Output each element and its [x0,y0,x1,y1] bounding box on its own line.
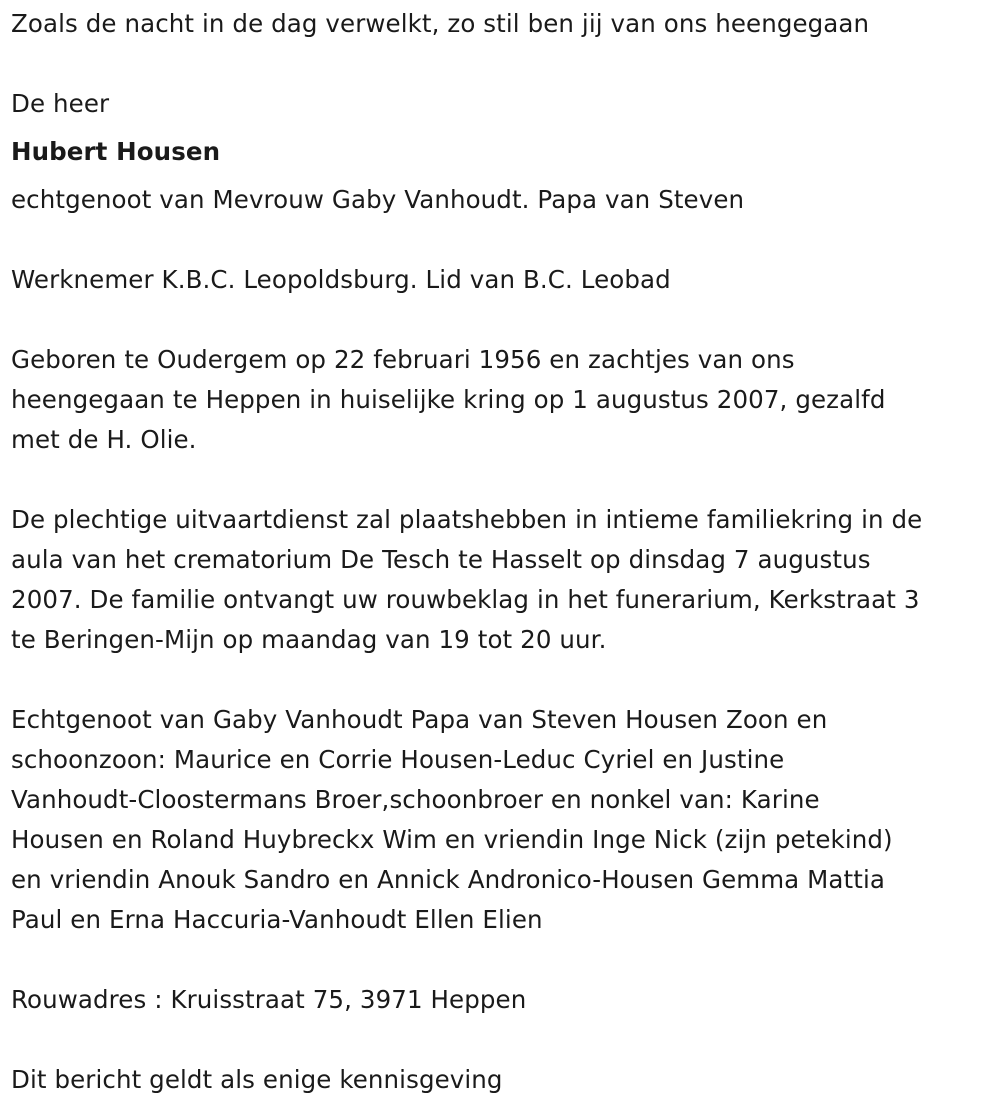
salutation: De heer [11,89,110,118]
service-paragraph [11,500,995,660]
motto: Zoals de nacht in de dag verwelkt, zo stil ben jij van ons heengegaan [11,9,870,38]
obituary-notice [11,4,995,1100]
family-line: Echtgenoot van Gaby Vanhoudt Papa van Steven Housen Zoon en [11,705,828,734]
birth-death-line: heengegaan te Heppen in huiselijke kring op 1 augustus 2007, gezalfd [11,385,886,414]
family-paragraph [11,700,995,940]
birth-death-line: met de H. Olie. [11,425,197,454]
family-line: Housen en Roland Huybreckx Wim en vriendin Inge Nick (zijn petekind) [11,825,893,854]
service-line: 2007. De familie ontvangt uw rouwbeklag in het funerarium, Kerkstraat 3 [11,585,920,614]
service-line: De plechtige uitvaartdienst zal plaatshebben in intieme familiekring in de [11,505,923,534]
service-line: aula van het crematorium De Tesch te Hasselt op dinsdag 7 augustus [11,545,871,574]
family-line: schoonzoon: Maurice en Corrie Housen-Leduc Cyriel en Justine [11,745,785,774]
mourning-address: Rouwadres : Kruisstraat 75, 3971 Heppen [11,985,527,1014]
family-line: Paul en Erna Haccuria-Vanhoudt Ellen Elien [11,905,543,934]
family-line: Vanhoudt-Cloostermans Broer,schoonbroer en nonkel van: Karine [11,785,820,814]
spouse-line: echtgenoot van Mevrouw Gaby Vanhoudt. Papa van Steven [11,185,745,214]
family-line: en vriendin Anouk Sandro en Annick Andronico-Housen Gemma Mattia [11,865,885,894]
deceased-name: Hubert Housen [11,137,221,166]
birth-death-line: Geboren te Oudergem op 22 februari 1956 en zachtjes van ons [11,345,795,374]
birth-death-paragraph [11,340,995,460]
closing-note: Dit bericht geldt als enige kennisgeving [11,1065,503,1094]
service-line: te Beringen-Mijn op maandag van 19 tot 20 uur. [11,625,607,654]
work-line: Werknemer K.B.C. Leopoldsburg. Lid van B.C. Leobad [11,265,671,294]
